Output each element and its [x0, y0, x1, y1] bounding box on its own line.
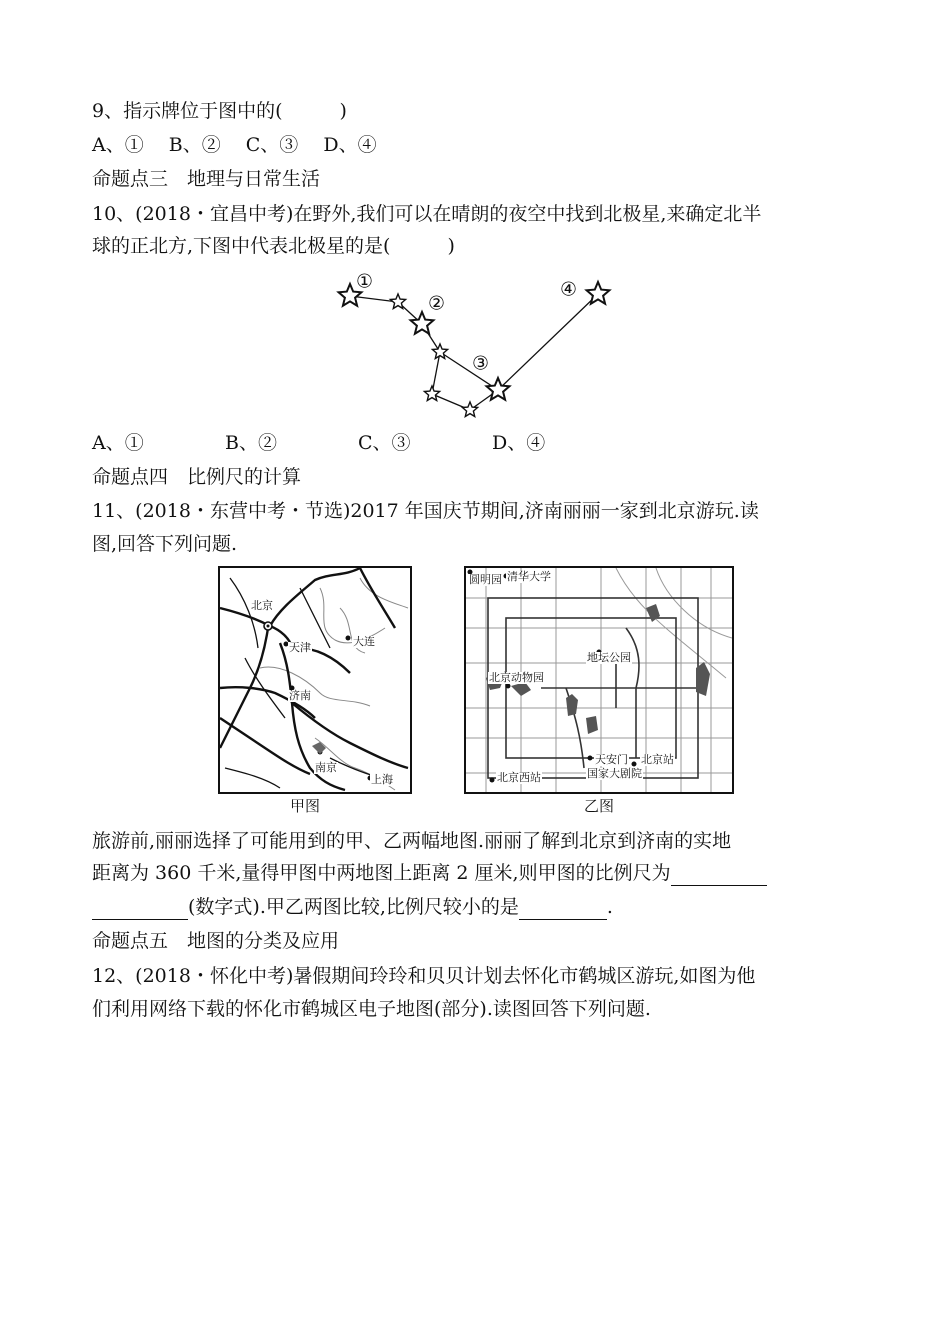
map-yi-label-yuanmingyuan: 圆明园 [469, 573, 502, 586]
q11-line-2: 图,回答下列问题. [92, 533, 238, 555]
q11-line-5: (数字式).甲乙两图比较,比例尺较小的是 [188, 896, 519, 918]
map-yi-label-tiananmen: 天安门 [595, 753, 628, 766]
star-small-icon [432, 344, 447, 359]
star-small-icon [462, 402, 477, 417]
map-jia-label-nanjing: 南京 [315, 761, 337, 774]
map-jia-caption: 甲图 [290, 797, 321, 815]
q11-line-5-end: . [606, 896, 613, 918]
q10-option-b: B、② [225, 432, 277, 454]
map-jia-label-beijing: 北京 [251, 599, 273, 612]
map-jia [218, 566, 412, 794]
q10-line-2: 球的正北方,下图中代表北极星的是( ) [92, 235, 455, 257]
section-5-heading: 命题点五 地图的分类及应用 [92, 930, 340, 952]
star-diagram [320, 268, 630, 428]
star-4-icon [587, 282, 610, 304]
star-2-icon [411, 312, 434, 334]
q9-options: A、① B、② C、③ D、④ [92, 134, 377, 156]
q12-line-2: 们利用网络下载的怀化市鹤城区电子地图(部分).读图回答下列问题. [92, 998, 651, 1020]
q10-option-c: C、③ [358, 432, 411, 454]
star-label-3: ③ [472, 352, 490, 375]
star-small-icon [424, 386, 439, 401]
star-label-4: ④ [560, 278, 578, 301]
q10-option-d: D、④ [492, 432, 546, 454]
q11-line-4: 距离为 360 千米,量得甲图中两地图上距离 2 厘米,则甲图的比例尺为 [92, 862, 671, 884]
map-jia-label-dalian: 大连 [353, 635, 375, 648]
q11-line-5-wrap [92, 894, 613, 920]
map-yi-label-beijing-station: 北京站 [641, 753, 674, 766]
map-yi-label-qinghua: 清华大学 [507, 570, 551, 583]
map-yi-label-ditan: 地坛公园 [587, 651, 631, 664]
q12-line-1: 12、(2018・怀化中考)暑假期间玲玲和贝贝计划去怀化市鹤城区游玩,如图为他 [92, 965, 756, 987]
map-yi-caption: 乙图 [584, 797, 615, 815]
q10-option-a: A、① [92, 432, 144, 454]
answer-blank-smaller-scale[interactable] [519, 899, 607, 920]
star-label-2: ② [428, 292, 446, 315]
q10-line-1: 10、(2018・宜昌中考)在野外,我们可以在晴朗的夜空中找到北极星,来确定北半 [92, 203, 762, 225]
q11-line-3: 旅游前,丽丽选择了可能用到的甲、乙两幅地图.丽丽了解到北京到济南的实地 [92, 830, 732, 852]
map-yi [464, 566, 734, 794]
section-4-heading: 命题点四 比例尺的计算 [92, 466, 302, 488]
map-yi-label-west-station: 北京西站 [497, 771, 541, 784]
q11-line-4-wrap [92, 860, 767, 886]
star-label-1: ① [356, 270, 374, 293]
answer-blank-scale-part-2[interactable] [92, 899, 188, 920]
map-jia-label-tianjin: 天津 [289, 641, 311, 654]
map-yi-label-zoo: 北京动物园 [489, 671, 544, 684]
map-jia-label-jinan: 济南 [289, 689, 311, 702]
q11-line-1: 11、(2018・东营中考・节选)2017 年国庆节期间,济南丽丽一家到北京游玩.读 [92, 500, 759, 522]
map-jia-label-shanghai: 上海 [371, 773, 393, 786]
section-3-heading: 命题点三 地理与日常生活 [92, 168, 321, 190]
q9-stem: 9、指示牌位于图中的( ) [92, 100, 347, 122]
answer-blank-scale-part-1[interactable] [671, 865, 767, 886]
map-yi-label-theatre: 国家大剧院 [587, 767, 642, 780]
